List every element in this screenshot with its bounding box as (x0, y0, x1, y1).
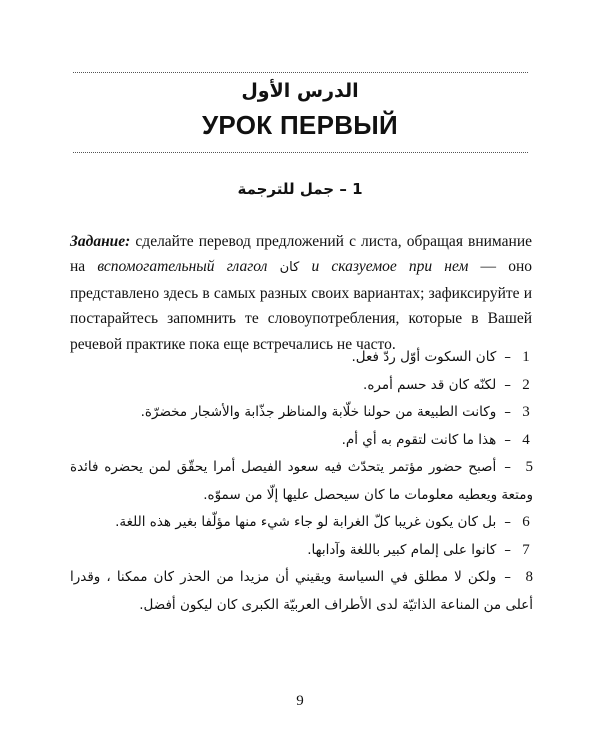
sentence-number: 2 (522, 376, 530, 393)
sentence-item: 3–وكانت الطبيعة من حولنا خلّابة والمناظر جذّابة والأشجار مخضرّة. (70, 399, 533, 427)
page-number: 9 (296, 693, 304, 709)
sentence-item: 6–بل كان يكون غريبا كلّ الغرابة لو جاء شيء منها مؤلّفا بغير هذه اللغة. (70, 509, 533, 537)
sentence-item: 5–أصبح حضور مؤتمر يتحدّث فيه سعود الفيصل أمرا يحقّق لمن يحضره فائدة ومتعة ويعطيه معلومات ما كان سيحصل عليها إلّا من سموّه. (70, 454, 533, 509)
sentence-text: أصبح حضور مؤتمر يتحدّث فيه سعود الفيصل أمرا يحقّق لمن يحضره فائدة ومتعة ويعطيه معلومات ما كان سيحصل عليها إلّا من سموّه. (70, 459, 533, 503)
bottom-divider (73, 152, 528, 153)
sentence-item: 1–كان السكوت أوّل ردّ فعل. (70, 344, 533, 372)
sentence-number: 4 (522, 431, 530, 448)
sentence-number: 8 (525, 569, 533, 585)
lesson-title-arabic: الدرس الأول (241, 80, 359, 102)
task-italic-predicate: и сказуемое при нем (311, 258, 469, 275)
task-arabic-word: كان (279, 260, 300, 275)
sentence-item: 2–لكنّه كان قد حسم أمره. (70, 372, 533, 400)
task-italic-auxiliary-verb: вспомогательный глагол (97, 258, 268, 275)
sentence-item: 4–هذا ما كانت لتقوم به أي أم. (70, 427, 533, 455)
sentence-text: هذا ما كانت لتقوم به أي أم. (341, 431, 497, 448)
sentence-text: لكنّه كان قد حسم أمره. (363, 376, 497, 393)
sentence-number: 5 (525, 459, 533, 475)
sentence-text: بل كان يكون غريبا كلّ الغرابة لو جاء شيء منها مؤلّفا بغير هذه اللغة. (115, 514, 497, 530)
sentence-item: 7–كانوا على إلمام كبير باللغة وآدابها. (70, 537, 533, 565)
sentence-text: كان السكوت أوّل ردّ فعل. (351, 349, 497, 365)
task-instructions (70, 229, 532, 358)
task-label: Задание: (70, 232, 131, 250)
top-divider (73, 72, 528, 73)
sentence-item: 8–ولكن لا مطلق في السياسة ويقيني أن مزيدا من الحذر كان ممكنا ، وقدرا أعلى من المناعة الذاتيّة لدى الأطراف العربيّة الكبرى كان ليكون أفضل. (70, 564, 533, 619)
sentence-number: 6 (522, 514, 530, 530)
sentence-text: ولكن لا مطلق في السياسة ويقيني أن مزيدا من الحذر كان ممكنا ، وقدرا أعلى من المناعة الذاتيّة لدى الأطراف العربيّة الكبرى كان ليكون أفضل. (70, 569, 533, 613)
task-text-part2: — оно представлено здесь в самых разных своих вариантах; зафиксируйте и постарайтесь запомнить те словоупотребления, которые в Вашей речевой практике пока еще встречались не часто. (70, 258, 533, 353)
sentence-number: 7 (522, 541, 530, 558)
task-text-part1: сделайте перевод предложений с листа, обращая внимание на (70, 232, 532, 275)
sentence-text: وكانت الطبيعة من حولنا خلّابة والمناظر جذّابة والأشجار مخضرّة. (140, 404, 497, 420)
section-heading: 1 – جمل للترجمة (237, 180, 363, 198)
sentence-number: 1 (522, 349, 530, 365)
sentence-list (70, 344, 533, 619)
sentence-text: كانوا على إلمام كبير باللغة وآدابها. (307, 541, 497, 558)
lesson-title-russian: УРОК ПЕРВЫЙ (201, 110, 399, 140)
sentence-number: 3 (522, 404, 530, 420)
